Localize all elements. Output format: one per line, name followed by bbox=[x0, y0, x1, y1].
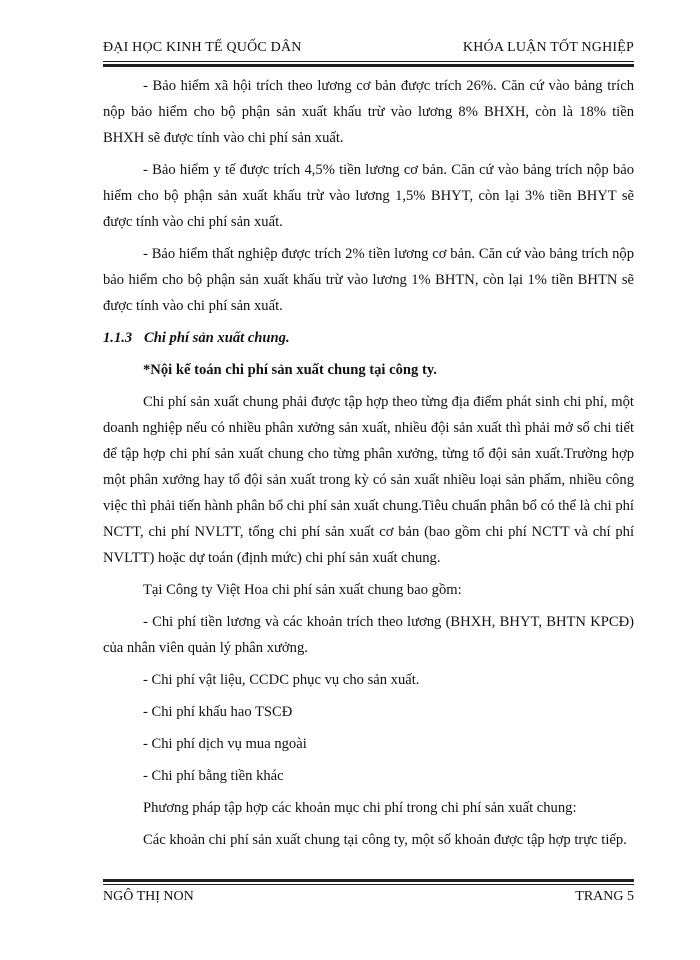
paragraph-intro: Chi phí sản xuất chung phải được tập hợp theo từng địa điểm phát sinh chi phí, một doanh nghiệp nếu có nhiều phân xưởng sản xuất, nhiều đội sản xuất thì phải mở sổ chi tiết để tập hợp chi phí sản xuất chung cho từng phân xưởng, từng tổ đội sản xuất.Trường hợp một phân xưởng hay tổ đội sản xuất trong kỳ có sản xuất nhiều loại sản phẩm, nhiều công việc thì phải tiến hành phân bổ chi phí sản xuất chung.Tiêu chuẩn phân bổ có thể là chi phí NCTT, chi phí NVLTT, tổng chi phí sản xuất cơ bản (bao gồm chi phí NCTT và chí phí NVLTT) hoặc dự toán (định mức) chi phí sản xuất chung. bbox=[103, 394, 634, 566]
paragraph-last: Các khoản chi phí sản xuất chung tại công ty, một số khoản được tập hợp trực tiếp. bbox=[143, 832, 627, 848]
header-rule-thick bbox=[103, 64, 634, 67]
list-item: - Chi phí vật liệu, CCDC phục vụ cho sản xuất. bbox=[143, 672, 420, 688]
list-item: - Chi phí dịch vụ mua ngoài bbox=[143, 736, 307, 752]
page-body bbox=[103, 73, 634, 853]
header-university: ĐẠI HỌC KINH TẾ QUỐC DÂN bbox=[103, 40, 302, 55]
list-item: - Chi phí bằng tiền khác bbox=[143, 768, 284, 784]
paragraph-bhtn: - Bảo hiểm thất nghiệp được trích 2% tiền lương cơ bản. Căn cứ vào bảng trích nộp bảo hiểm cho bộ phận sản xuất khấu trừ vào lương 1% BHTN, còn lại 1% tiền BHTN sẽ được tính vào chi phí sản xuất. bbox=[103, 246, 634, 314]
footer-page-number: TRANG 5 bbox=[575, 889, 634, 904]
paragraph-company: Tại Công ty Việt Hoa chi phí sản xuất chung bao gồm: bbox=[143, 582, 462, 598]
section-number: 1.1.3 bbox=[103, 330, 133, 346]
list-item: - Chi phí khấu hao TSCĐ bbox=[143, 704, 293, 720]
page-header bbox=[103, 40, 634, 60]
section-heading bbox=[103, 325, 634, 351]
footer-rule-thin bbox=[103, 884, 634, 885]
paragraph-bhyt: - Bảo hiểm y tế được trích 4,5% tiền lương cơ bản. Căn cứ vào bảng trích nộp bảo hiểm cho bộ phận sản xuất khấu trừ vào lương 1,5% BHYT, còn lại 3% tiền BHYT sẽ được tính vào chi phí sản xuất. bbox=[103, 162, 634, 230]
subheading: *Nội kế toán chi phí sản xuất chung tại công ty. bbox=[143, 362, 437, 378]
paragraph-bhxh: - Bảo hiểm xã hội trích theo lương cơ bản được trích 26%. Căn cứ vào bảng trích nộp bảo hiểm cho bộ phận sản xuất khấu trừ vào lương 8% BHXH, còn là 18% tiền BHXH sẽ được tính vào chi phí sản xuất. bbox=[103, 78, 634, 146]
list-item: - Chi phí tiền lương và các khoản trích theo lương (BHXH, BHYT, BHTN KPCĐ) của nhân viên quản lý phân xưởng. bbox=[103, 614, 634, 656]
paragraph-method: Phương pháp tập hợp các khoản mục chi phí trong chi phí sản xuất chung: bbox=[143, 800, 577, 816]
footer-author: NGÔ THỊ NON bbox=[103, 889, 194, 904]
header-thesis-title: KHÓA LUẬN TỐT NGHIỆP bbox=[462, 40, 634, 55]
header-rule-thin bbox=[103, 61, 634, 62]
section-title: Chi phí sản xuất chung. bbox=[144, 330, 290, 346]
page-footer bbox=[103, 889, 634, 909]
footer-rule-thick bbox=[103, 879, 634, 882]
